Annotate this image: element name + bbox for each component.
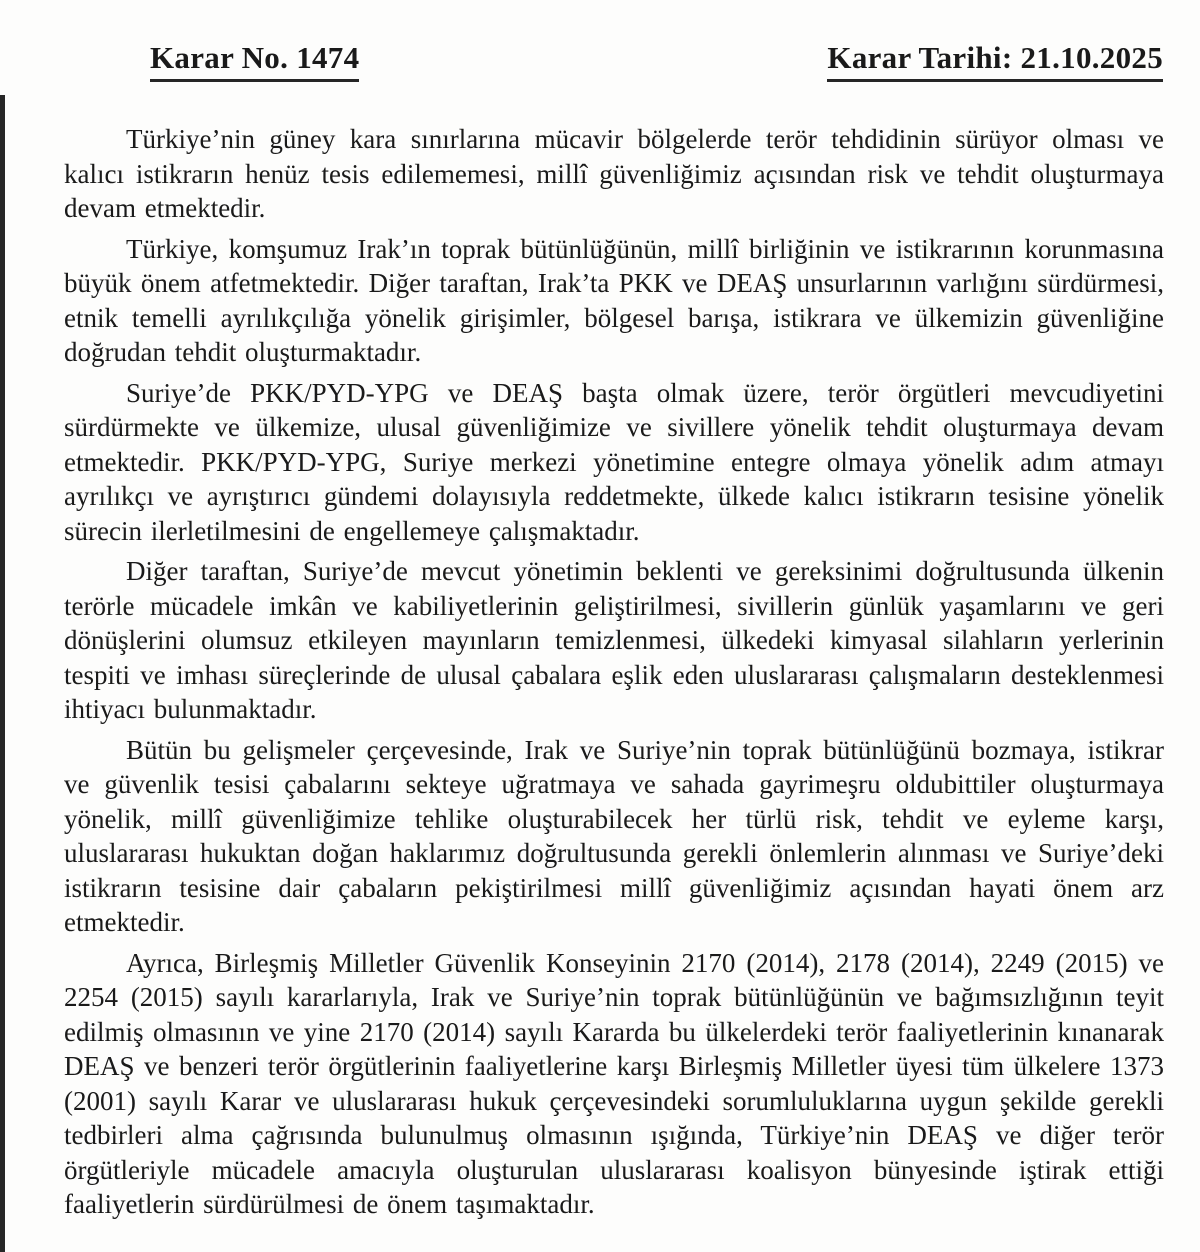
document-header bbox=[0, 0, 1200, 82]
paragraph-un-resolutions: Ayrıca, Birleşmiş Milletler Güvenlik Konseyinin 2170 (2014), 2178 (2014), 2249 (2015) ve 2254 (2015) sayılı kararlarıyla, Irak ve Suriye’nin toprak bütünlüğünün ve bağımsızlığının teyit edilmiş olmasının ve yine 2170 (2014) sayılı Kararda bu ülkelerdeki terör faaliyetlerinin kınanarak DEAŞ ve benzeri terör örgütlerinin faaliyetlerine karşı Birleşmiş Milletler üyesi tüm ülkelere 1373 (2001) sayılı Karar ve uluslararası hukuk çerçevesindeki sorumluluklarına uygun şekilde gerekli tedbirleri alma çağrısında bulunulmuş olmasının ışığında, Türkiye’nin DEAŞ ve diğer terör örgütleriyle mücadele amacıyla oluşturulan uluslararası koalisyon bünyesinde iştirak ettiği faaliyetlerin sürdürülmesi de önem taşımaktadır. bbox=[64, 947, 1164, 1219]
paragraph-syria-terror-groups: Suriye’de PKK/PYD-YPG ve DEAŞ başta olmak üzere, terör örgütleri mevcudiyetini sürdürmekte ve ülkemize, ulusal güvenliğimize ve sivillere yönelik tehdit oluşturmaya devam etmektedir. PKK/PYD-YPG, Suriye merkezi yönetimine entegre olmaya yönelik adım atmayı ayrılıkçı ve ayrıştırıcı gündemi dolayısıyla reddetmekte, ülkede kalıcı istikrarın tesisine yönelik sürecin ilerletilmesini de engellemeye çalışmaktadır. bbox=[64, 377, 1164, 546]
decision-date-title: Karar Tarihi: 21.10.2025 bbox=[827, 40, 1163, 82]
paragraph-border-security: Türkiye’nin güney kara sınırlarına mücavir bölgelerde terör tehdidinin sürüyor olması ve kalıcı istikrarın henüz tesis edilememesi, millî güvenliğimiz açısından risk ve tehdit oluşturmaya devam etmektedir. bbox=[64, 124, 1164, 223]
scan-edge-artifact bbox=[0, 95, 5, 1252]
document-body bbox=[0, 122, 1200, 1222]
paragraph-national-security-measures: Bütün bu gelişmeler çerçevesinde, Irak ve Suriye’nin toprak bütünlüğünü bozmaya, istikrar ve güvenlik tesisi çabalarını sekteye uğratmaya ve sahada gayrimeşru oldubittiler oluşturmaya yönelik, millî güvenliğimize tehlike oluşturabilecek her türlü risk, tehdit ve eyleme karşı, uluslararası hukuktan doğan haklarımız doğrultusunda gerekli önlemlerin alınması ve Suriye’deki istikrarın tesisine dair çabaların pekiştirilmesi millî güvenliğimiz açısından hayati önem arz etmektedir. bbox=[64, 734, 1164, 937]
paragraph-iraq: Türkiye, komşumuz Irak’ın toprak bütünlüğünün, millî birliğinin ve istikrarının korunmasına büyük önem atfetmektedir. Diğer taraftan, Irak’ta PKK ve DEAŞ unsurlarının varlığını sürdürmesi, etnik temelli ayrılıkçılığa yönelik girişimler, bölgesel barışa, istikrara ve ülkemizin güvenliğine doğrudan tehdit oluşturmaktadır. bbox=[64, 233, 1164, 367]
paragraph-syria-support-needs: Diğer taraftan, Suriye’de mevcut yönetimin beklenti ve gereksinimi doğrultusunda ülkenin terörle mücadele imkân ve kabiliyetlerinin geliştirilmesi, sivillerin günlük yaşamlarını ve geri dönüşlerini olumsuz etkileyen mayınların temizlenmesi, ülkedeki kimyasal silahların yerlerinin tespiti ve imhası süreçlerinde de ulusal çabalara eşlik eden uluslararası çalışmaların desteklenmesi ihtiyacı bulunmaktadır. bbox=[64, 556, 1164, 724]
decision-number-title: Karar No. 1474 bbox=[150, 40, 359, 82]
